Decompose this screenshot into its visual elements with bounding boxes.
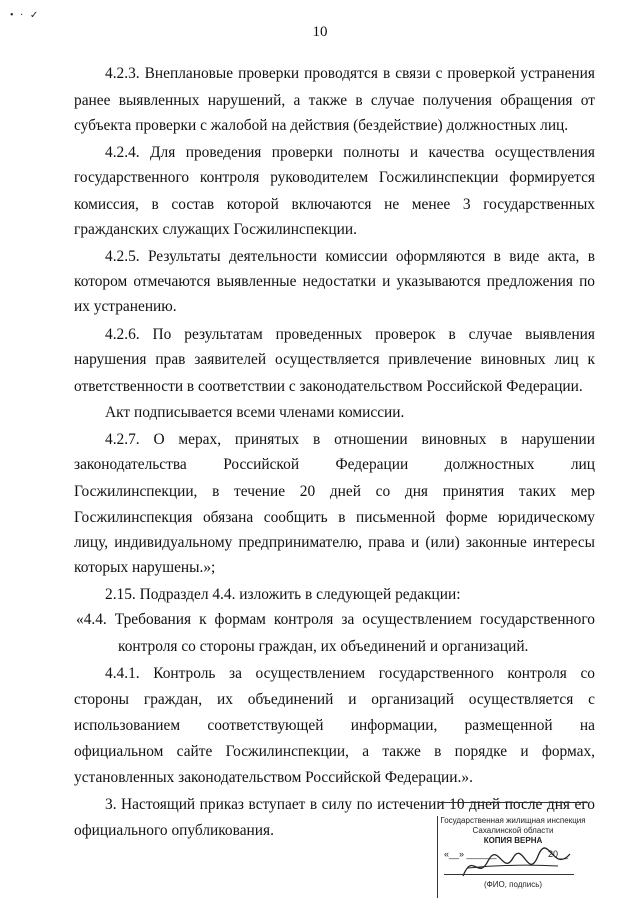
text-line: их устранению. bbox=[74, 298, 177, 315]
text-line: 4.2.4. Для проведения проверки полноты и качества осуществления bbox=[105, 144, 595, 161]
stamp-top-border bbox=[438, 802, 588, 803]
stamp-fio-caption: (ФИО, подпись) bbox=[483, 880, 543, 889]
text-line: Госжилинспекции, в течение 20 дней со дня принятия таких мер bbox=[74, 483, 595, 500]
text-line: государственного контроля руководителем Госжилинспекции формируется bbox=[74, 169, 595, 186]
text-line: ответственности в соответствии с законодательством Российской Федерации. bbox=[74, 378, 583, 395]
text-line: официального опубликования. bbox=[74, 822, 274, 839]
text-line: ранее выявленных нарушений, а также в случае получения обращения от bbox=[74, 92, 595, 109]
text-line: 4.2.7. О мерах, принятых в отношении виновных в нарушении bbox=[105, 431, 595, 448]
stamp-date: «__» ______ bbox=[444, 849, 497, 859]
text-line: нарушения прав заявителей осуществляется привлечение виновных лиц к bbox=[74, 351, 595, 368]
text-line: которых нарушены.»; bbox=[74, 559, 216, 576]
stamp-signature-line bbox=[444, 874, 574, 875]
text-line: 4.4.1. Контроль за осуществлением государственного контроля со bbox=[105, 665, 595, 682]
text-line: 2.15. Подраздел 4.4. изложить в следующей редакции: bbox=[105, 586, 461, 603]
text-line: официальном сайте Госжилинспекции, а также в порядке и формах, bbox=[74, 743, 595, 760]
stamp-organization: Государственная жилищная инспекция Сахалинской области bbox=[440, 816, 586, 835]
text-line: котором отмечаются выявленные недостатки и указываются предложения по bbox=[74, 273, 595, 290]
text-line: контроля со стороны граждан, их объединений и организаций. bbox=[118, 638, 529, 655]
text-line: 4.2.5. Результаты деятельности комиссии оформляются в виде акта, в bbox=[105, 248, 595, 265]
text-line: «4.4. Требования к формам контроля за осуществлением государственного bbox=[76, 611, 595, 628]
text-line: стороны граждан, их объединений и организаций осуществляется с bbox=[74, 691, 595, 708]
stamp-year: 20__ bbox=[548, 849, 569, 859]
text-line: 4.2.3. Внеплановые проверки проводятся в связи с проверкой устранения bbox=[105, 65, 595, 82]
stamp-copy-label: КОПИЯ ВЕРНА bbox=[483, 836, 543, 845]
text-line: 4.2.6. По результатам проведенных проверок в случае выявления bbox=[105, 326, 595, 343]
page-number: 10 bbox=[312, 24, 328, 40]
text-line: Госжилинспекция обязана сообщить в письменной форме юридическому bbox=[74, 509, 595, 526]
text-line: 3. Настоящий приказ вступает в силу по истечении 10 дней после дня его bbox=[105, 796, 595, 813]
text-line: Акт подписывается всеми членами комиссии. bbox=[105, 404, 405, 421]
text-line: комиссия, в состав которой включаются не менее 3 государственных bbox=[74, 196, 595, 213]
text-line: субъекта проверки с жалобой на действия (бездействие) должностных лиц. bbox=[74, 117, 569, 134]
certification-stamp bbox=[437, 816, 588, 898]
text-line: гражданских служащих Госжилинспекции. bbox=[74, 221, 357, 238]
text-line: использованием соответствующей информации, размещенной на bbox=[74, 717, 595, 734]
text-line: установленных законодательством Российской Федерации.». bbox=[74, 769, 473, 786]
text-line: законодательства Российской Федерации должностных лиц bbox=[74, 456, 595, 473]
text-line: лицу, индивидуальному предпринимателю, права и (или) законные интересы bbox=[74, 534, 595, 551]
corner-marks: • · ✓ bbox=[10, 10, 41, 21]
